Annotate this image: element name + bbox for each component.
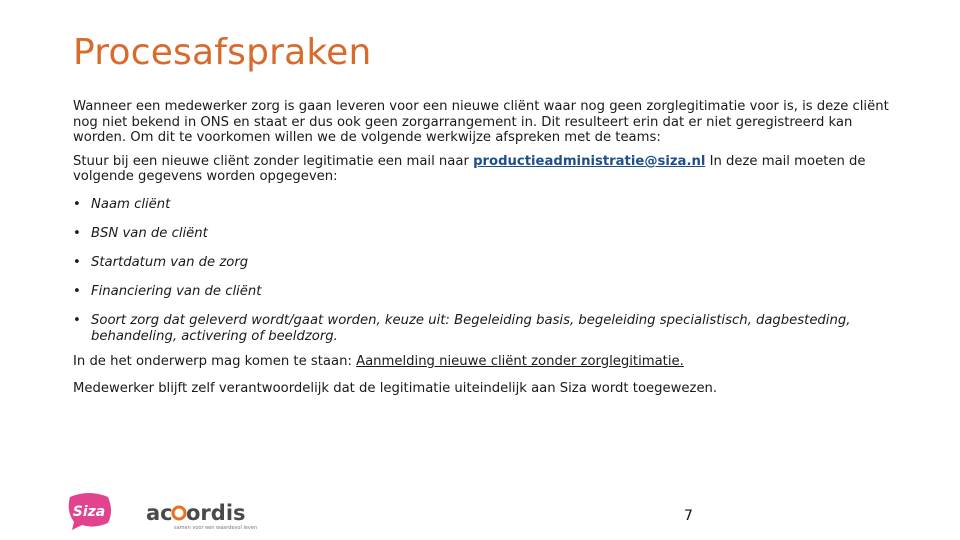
svg-text:samen voor een waardevol leven: samen voor een waardevol leven (174, 525, 258, 531)
siza-logo-icon (64, 491, 114, 531)
slide-title: Procesafspraken (73, 32, 372, 73)
email-link[interactable]: productieadministratie@siza.nl (473, 153, 706, 169)
siza-logo (64, 491, 114, 531)
list-item-text: Naam cliënt (91, 196, 171, 212)
list-item-text: Financiering van de cliënt (91, 284, 262, 300)
required-data-list (73, 197, 903, 345)
bullet-icon: • (73, 313, 81, 329)
instruction-text-after: In deze mail moeten de volgende gegevens worden opgegeven: (73, 153, 866, 185)
bullet-icon: • (73, 226, 81, 242)
list-item (73, 197, 903, 213)
svg-text:ac: ac (146, 501, 173, 525)
list-item (73, 284, 903, 300)
subject-paragraph (73, 354, 903, 370)
list-item (73, 313, 903, 344)
responsibility-paragraph: Medewerker blijft zelf verantwoordelijk dat de legitimatie uiteindelijk aan Siza wordt toegewezen. (73, 381, 718, 397)
bullet-icon: • (73, 255, 81, 271)
subject-text: Aanmelding nieuwe cliënt zonder zorglegitimatie. (356, 353, 684, 369)
page-number: 7 (684, 508, 693, 524)
intro-paragraph: Wanneer een medewerker zorg is gaan leveren voor een nieuwe cliënt waar nog geen zorglegitimatie voor is, is deze cliënt nog niet bekend in ONS en staat er dus ook geen zorgarrangement in. Dit resulteert erin dat er niet geregistreerd kan worden. Om dit te voorkomen willen we de volgende werkwijze afspreken met de teams: (73, 99, 889, 146)
slide-content (73, 99, 903, 397)
subject-text-before: In de het onderwerp mag komen te staan: (73, 353, 357, 369)
list-item-text: BSN van de cliënt (91, 226, 208, 242)
instruction-text-before: Stuur bij een nieuwe cliënt zonder legitimatie een mail naar (73, 153, 474, 169)
list-item-text: Soort zorg dat geleverd wordt/gaat worden, keuze uit: Begeleiding basis, begeleiding specialistisch, dagbesteding, behandeling, activering of beeldzorg. (91, 313, 851, 344)
accordis-logo (146, 498, 258, 532)
svg-text:ordis: ordis (186, 501, 246, 525)
list-item (73, 255, 903, 271)
list-item (73, 226, 903, 242)
list-item-text: Startdatum van de zorg (91, 255, 249, 271)
svg-text:Siza: Siza (72, 504, 106, 520)
accordis-logo-icon (146, 498, 258, 532)
bullet-icon: • (73, 196, 81, 212)
bullet-icon: • (73, 284, 81, 300)
instruction-paragraph (73, 154, 903, 185)
